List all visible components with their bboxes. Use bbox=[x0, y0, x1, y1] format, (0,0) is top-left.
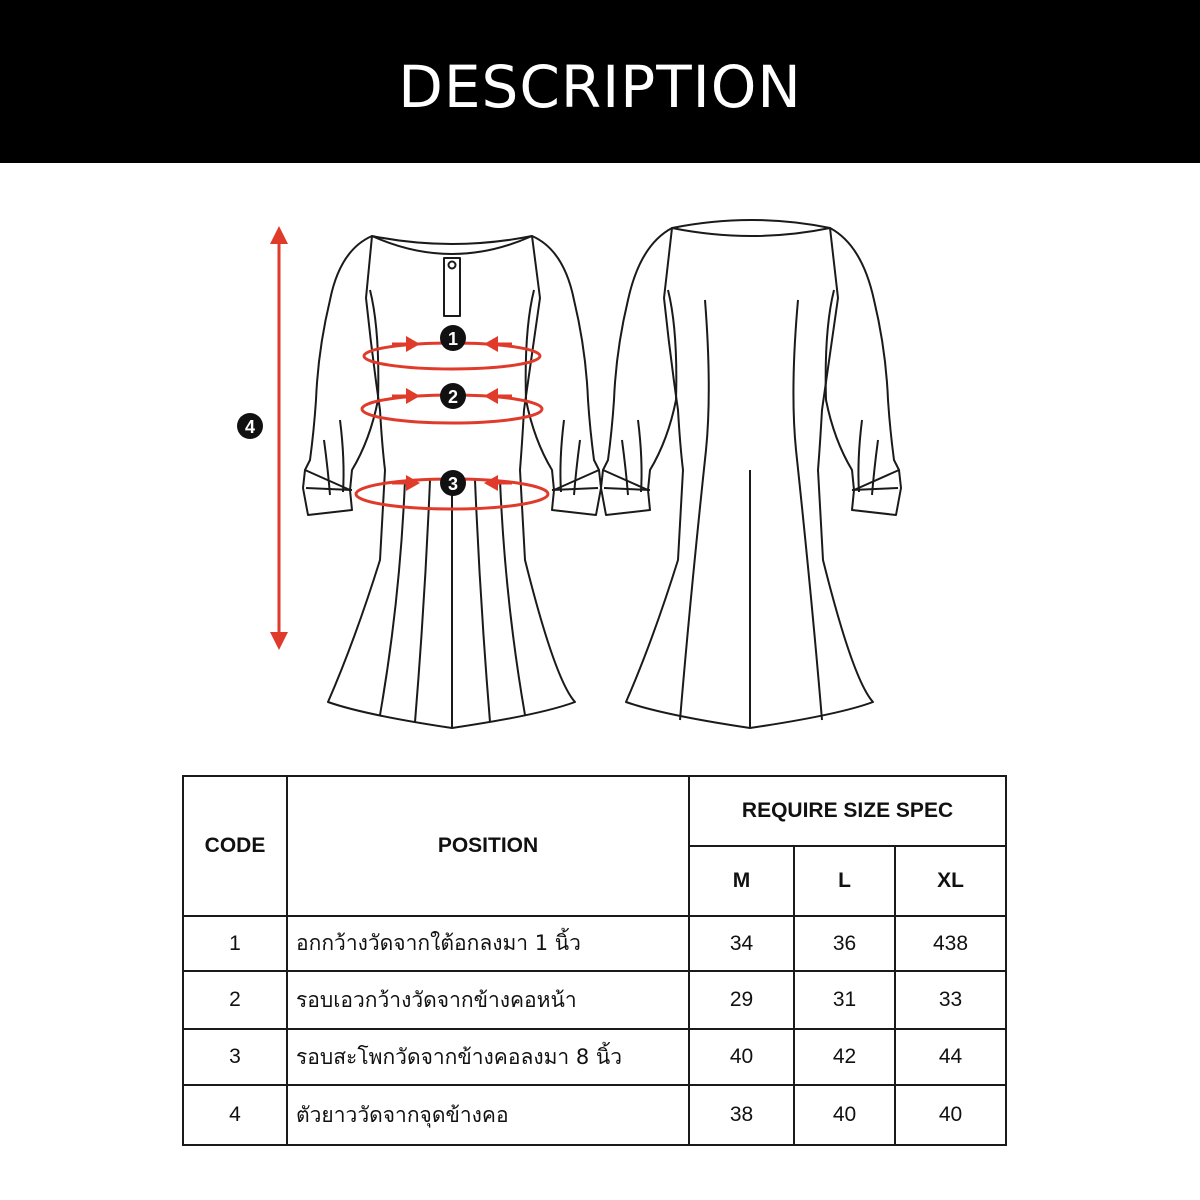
back-dress bbox=[601, 220, 901, 728]
row-code: 1 bbox=[183, 916, 287, 971]
row-size-l: 42 bbox=[794, 1029, 895, 1085]
row-position: รอบเอวกว้างวัดจากข้างคอหน้า bbox=[287, 971, 689, 1029]
svg-text:3: 3 bbox=[447, 474, 459, 494]
row-position: รอบสะโพกวัดจากข้างคอลงมา 8 นิ้ว bbox=[287, 1029, 689, 1085]
svg-text:1: 1 bbox=[447, 329, 459, 349]
row-size-xl: 40 bbox=[895, 1085, 1006, 1145]
table-row bbox=[183, 916, 1006, 971]
position-header: POSITION bbox=[287, 776, 689, 916]
row-code: 2 bbox=[183, 971, 287, 1029]
row-code: 3 bbox=[183, 1029, 287, 1085]
svg-text:4: 4 bbox=[244, 417, 256, 437]
row-size-m: 34 bbox=[689, 916, 794, 971]
page-title: DESCRIPTION bbox=[398, 52, 802, 121]
code-header: CODE bbox=[183, 776, 287, 916]
row-size-m: 40 bbox=[689, 1029, 794, 1085]
size-m-header: M bbox=[689, 846, 794, 916]
table-row bbox=[183, 971, 1006, 1029]
marker-2 bbox=[440, 383, 466, 409]
page-header bbox=[0, 0, 1200, 163]
marker-4 bbox=[237, 413, 263, 439]
size-xl-header: XL bbox=[895, 846, 1006, 916]
size-l-header: L bbox=[794, 846, 895, 916]
row-size-l: 40 bbox=[794, 1085, 895, 1145]
table-row bbox=[183, 1029, 1006, 1085]
row-size-m: 29 bbox=[689, 971, 794, 1029]
row-size-m: 38 bbox=[689, 1085, 794, 1145]
table-row bbox=[183, 1085, 1006, 1145]
row-size-xl: 44 bbox=[895, 1029, 1006, 1085]
size-spec-table bbox=[182, 775, 1007, 1146]
row-size-xl: 438 bbox=[895, 916, 1006, 971]
row-size-l: 36 bbox=[794, 916, 895, 971]
marker-3 bbox=[440, 470, 466, 496]
svg-text:2: 2 bbox=[447, 387, 459, 407]
row-code: 4 bbox=[183, 1085, 287, 1145]
marker-1 bbox=[440, 325, 466, 351]
dress-illustration bbox=[0, 163, 1200, 763]
row-size-l: 31 bbox=[794, 971, 895, 1029]
row-size-xl: 33 bbox=[895, 971, 1006, 1029]
size-spec-header: REQUIRE SIZE SPEC bbox=[689, 776, 1006, 846]
row-position: อกกว้างวัดจากใต้อกลงมา 1 นิ้ว bbox=[287, 916, 689, 971]
row-position: ตัวยาววัดจากจุดข้างคอ bbox=[287, 1085, 689, 1145]
